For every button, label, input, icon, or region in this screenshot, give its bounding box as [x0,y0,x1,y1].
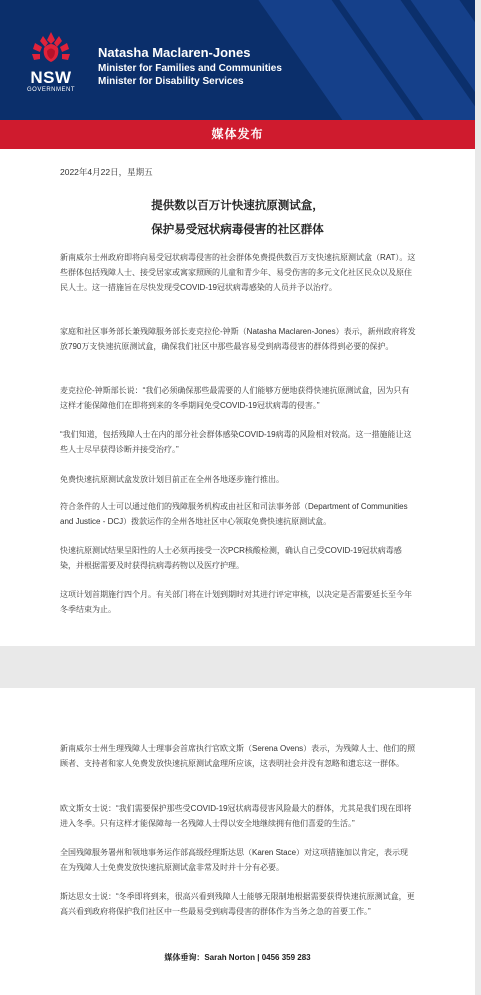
document-page-2 [0,688,475,995]
body-paragraph: 这项计划首期施行四个月。有关部门将在计划到期时对其进行评定审核，以决定是否需要延长至今年冬季结束为止。 [60,590,412,614]
body-paragraph: 新南威尔士州政府即将向易受冠状病毒侵害的社会群体免费提供数百万支快速抗原测试盒（RAT）。这些群体包括残障人士、接受居家或寓家照顾的儿童和青少年、易受伤害的多元文化社区民众以及原住民人士。这一措施旨在尽快发现受COVID-19冠状病毒感染的人员并予以治疗。 [60,253,416,292]
release-title-line-2: 保护易受冠状病毒侵害的社区群体 [151,224,324,236]
body-paragraph: 新南威尔士州生理残障人士理事会首席执行官欧文斯（Serena Ovens）表示，为残障人士、他们的照顾者、支持者和家人免费发放快速抗原测试盒理所应该，这表明社会并没有忽略和遗忘这一群体。 [60,744,416,768]
body-paragraph: 家庭和社区事务部长兼残障服务部长麦克拉伦-钟斯（Natasha Maclaren-Jones）表示，新州政府将发放790万支快速抗原测试盒，确保我们社区中那些最容易受到病毒侵害的群体得到必要的保护。 [60,327,416,351]
minister-role-2: Minister for Disability Services [98,76,244,87]
release-title-line-1: 提供数以百万计快速抗原测试盒， [151,200,324,212]
nsw-government-logo [22,30,80,100]
logo-subtext: GOVERNMENT [26,87,75,93]
release-date: 2022年4月22日，星期五 [60,167,153,177]
body-paragraph: 免费快速抗原测试盒发放计划目前正在全州各地逐步施行推出。 [60,475,284,484]
body-paragraph: 欧文斯女士说：“我们需要保护那些受COVID-19冠状病毒侵害风险最大的群体，尤其是我们现在即将进入冬季。只有这样才能保障每一名残障人士得以安全地继续拥有他们喜爱的生活。” [60,804,412,828]
body-paragraph: 麦克拉伦-钟斯部长说：“我们必须确保那些最需要的人们能够方便地获得快速抗原测试盒，因为只有这样才能保障他们在即将到来的冬季期间免受COVID-19冠状病毒的侵害。” [60,386,410,410]
body-paragraph: 快速抗原测试结果呈阳性的人士必须再接受一次PCR核酸检测，确认自己受COVID-19冠状病毒感染，并根据需要及时获得抗病毒药物以及医疗护理。 [60,546,402,570]
body-paragraph: 符合条件的人士可以通过他们的残障服务机构或由社区和司法事务部（Department of Communities and Justice - DCJ）拨款运作的全州各地社区中心领取免费快速抗原测试盒。 [60,502,408,526]
minister-name: Natasha Maclaren-Jones [98,45,251,60]
minister-role-1: Minister for Families and Communities [98,63,282,74]
section-label-bar: 媒体发布 [0,120,475,149]
body-paragraph: “我们知道，包括残障人士在内的部分社会群体感染COVID-19病毒的风险相对较高。这一措施能让这些人士尽早获得诊断并接受治疗。” [60,430,412,454]
media-contact: 媒体垂询：Sarah Norton | 0456 359 283 [164,953,311,962]
waratah-flower-icon [28,30,74,70]
header-banner [0,0,475,120]
logo-text: NSW [30,68,72,87]
body-paragraph: 全国残障服务署州和领地事务运作部高级经理斯达思（Karen Stace）对这项措施加以肯定，表示现在为残障人士免费发放快速抗原测试盒非常及时并十分有必要。 [60,848,409,872]
body-paragraph: 斯达思女士说：“冬季即将到来，很高兴看到残障人士能够无限制地根据需要获得快速抗原测试盒，更高兴看到政府将保护我们社区中一些最易受到病毒侵害的群体作为当务之急的首要工作。” [60,892,415,916]
